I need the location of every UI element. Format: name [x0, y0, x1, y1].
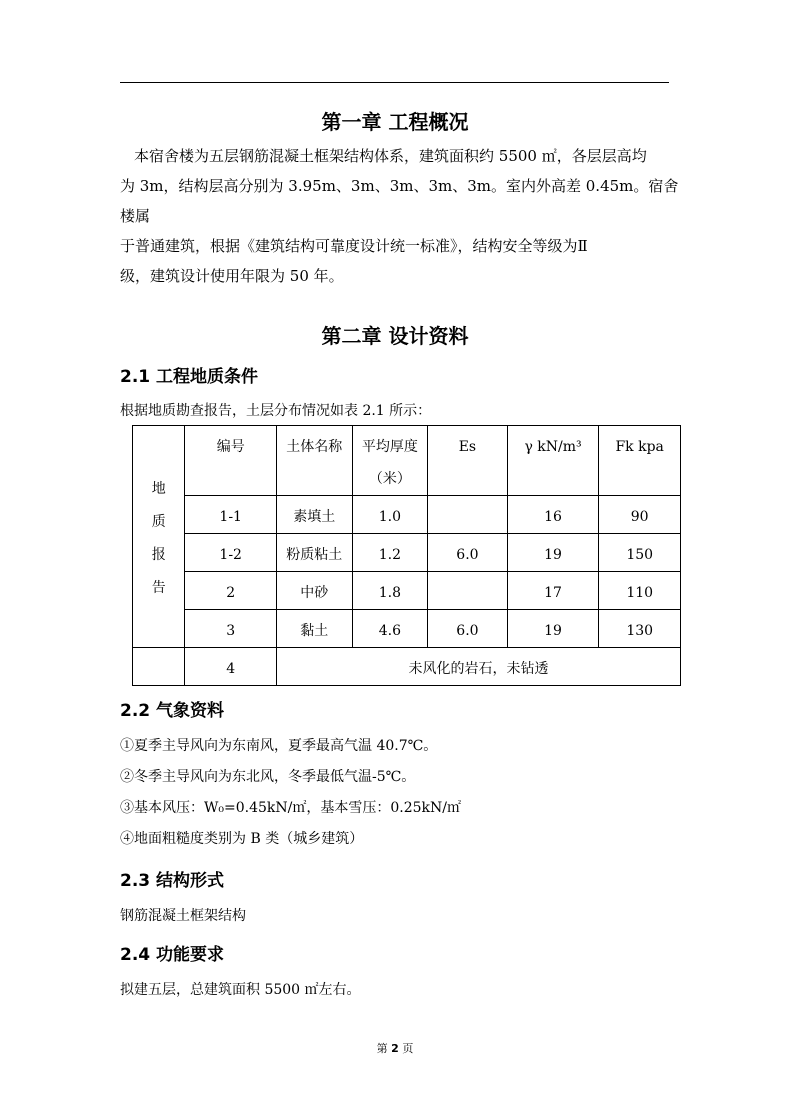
- cell: 110: [599, 572, 681, 610]
- table-row: [133, 496, 681, 534]
- chapter-2-title: 第二章 设计资料: [321, 324, 469, 348]
- cell: 1-1: [185, 496, 277, 534]
- cell: 1.0: [352, 496, 428, 534]
- section-2-3-text: 钢筋混凝土框架结构: [120, 908, 246, 924]
- cell: 1.2: [352, 534, 428, 572]
- body-line: 为 3m，结构层高分别为 3.95m、3m、3m、3m、3m。室内外高差 0.45m。宿舍楼属: [120, 177, 679, 225]
- page-number: 2: [391, 1042, 399, 1055]
- body-line: 本宿舍楼为五层钢筋混凝土框架结构体系，建筑面积约 5500 ㎡，各层层高均: [134, 147, 647, 165]
- side-label-char: 地: [151, 481, 166, 497]
- side-label-char: 告: [151, 580, 166, 596]
- cell: 粉质粘土: [277, 534, 353, 572]
- body-line: 于普通建筑，根据《建筑结构可靠度设计统一标准》，结构安全等级为Ⅱ: [120, 237, 588, 255]
- soil-table: [132, 425, 681, 686]
- header-cell: Fk kpa: [599, 426, 681, 496]
- weather-item: ①夏季主导风向为东南风，夏季最高气温 40.7℃。: [120, 738, 438, 754]
- cell: 6.0: [428, 610, 508, 648]
- side-label-char: 质: [151, 514, 166, 530]
- cell: 1-2: [185, 534, 277, 572]
- cell: 150: [599, 534, 681, 572]
- cell: 6.0: [428, 534, 508, 572]
- cell: 1.8: [352, 572, 428, 610]
- header-cell: 平均厚度（米）: [352, 426, 428, 496]
- weather-item: ③基本风压：W₀=0.45kN/㎡，基本雪压：0.25kN/㎡: [120, 800, 461, 816]
- table-header-row: [133, 426, 681, 496]
- weather-item: ②冬季主导风向为东北风，冬季最低气温-5℃。: [120, 769, 416, 785]
- cell: 4.6: [352, 610, 428, 648]
- cell: 19: [507, 534, 599, 572]
- cell: [428, 572, 508, 610]
- chapter-1-title: 第一章 工程概况: [321, 110, 469, 134]
- side-label-cell: [133, 426, 185, 648]
- section-2-2-heading: 2.2 气象资料: [120, 701, 225, 721]
- footer-prefix: 第: [376, 1042, 388, 1055]
- merged-note-cell: 未风化的岩石，未钻透: [277, 648, 681, 686]
- cell: 素填土: [277, 496, 353, 534]
- cell: 2: [185, 572, 277, 610]
- cell: 19: [507, 610, 599, 648]
- section-2-4-heading: 2.4 功能要求: [120, 945, 225, 965]
- header-cell: Es: [428, 426, 508, 496]
- cell: 16: [507, 496, 599, 534]
- page-footer: [0, 1040, 790, 1056]
- cell: 中砂: [277, 572, 353, 610]
- cell: 4: [185, 648, 277, 686]
- table-row: [133, 648, 681, 686]
- cell: 17: [507, 572, 599, 610]
- cell: [428, 496, 508, 534]
- header-cell: γ kN/m³: [507, 426, 599, 496]
- chapter-1-body: [120, 141, 680, 291]
- cell: 黏土: [277, 610, 353, 648]
- header-rule: [120, 82, 669, 83]
- cell: 130: [599, 610, 681, 648]
- section-2-3-heading: 2.3 结构形式: [120, 871, 225, 891]
- weather-item: ④地面粗糙度类别为 B 类（城乡建筑）: [120, 831, 364, 847]
- section-2-1-intro: 根据地质勘查报告，土层分布情况如表 2.1 所示：: [120, 403, 432, 419]
- table-row: [133, 534, 681, 572]
- table-row: [133, 572, 681, 610]
- body-line: 级，建筑设计使用年限为 50 年。: [120, 267, 344, 285]
- section-2-4-text: 拟建五层，总建筑面积 5500 ㎡左右。: [120, 982, 361, 998]
- side-label-char: 报: [151, 547, 166, 563]
- cell: 90: [599, 496, 681, 534]
- section-2-1-heading: 2.1 工程地质条件: [120, 367, 259, 387]
- table-row: [133, 610, 681, 648]
- header-cell: 土体名称: [277, 426, 353, 496]
- header-cell: 编号: [185, 426, 277, 496]
- footer-suffix: 页: [402, 1042, 414, 1055]
- empty-cell: [133, 648, 185, 686]
- cell: 3: [185, 610, 277, 648]
